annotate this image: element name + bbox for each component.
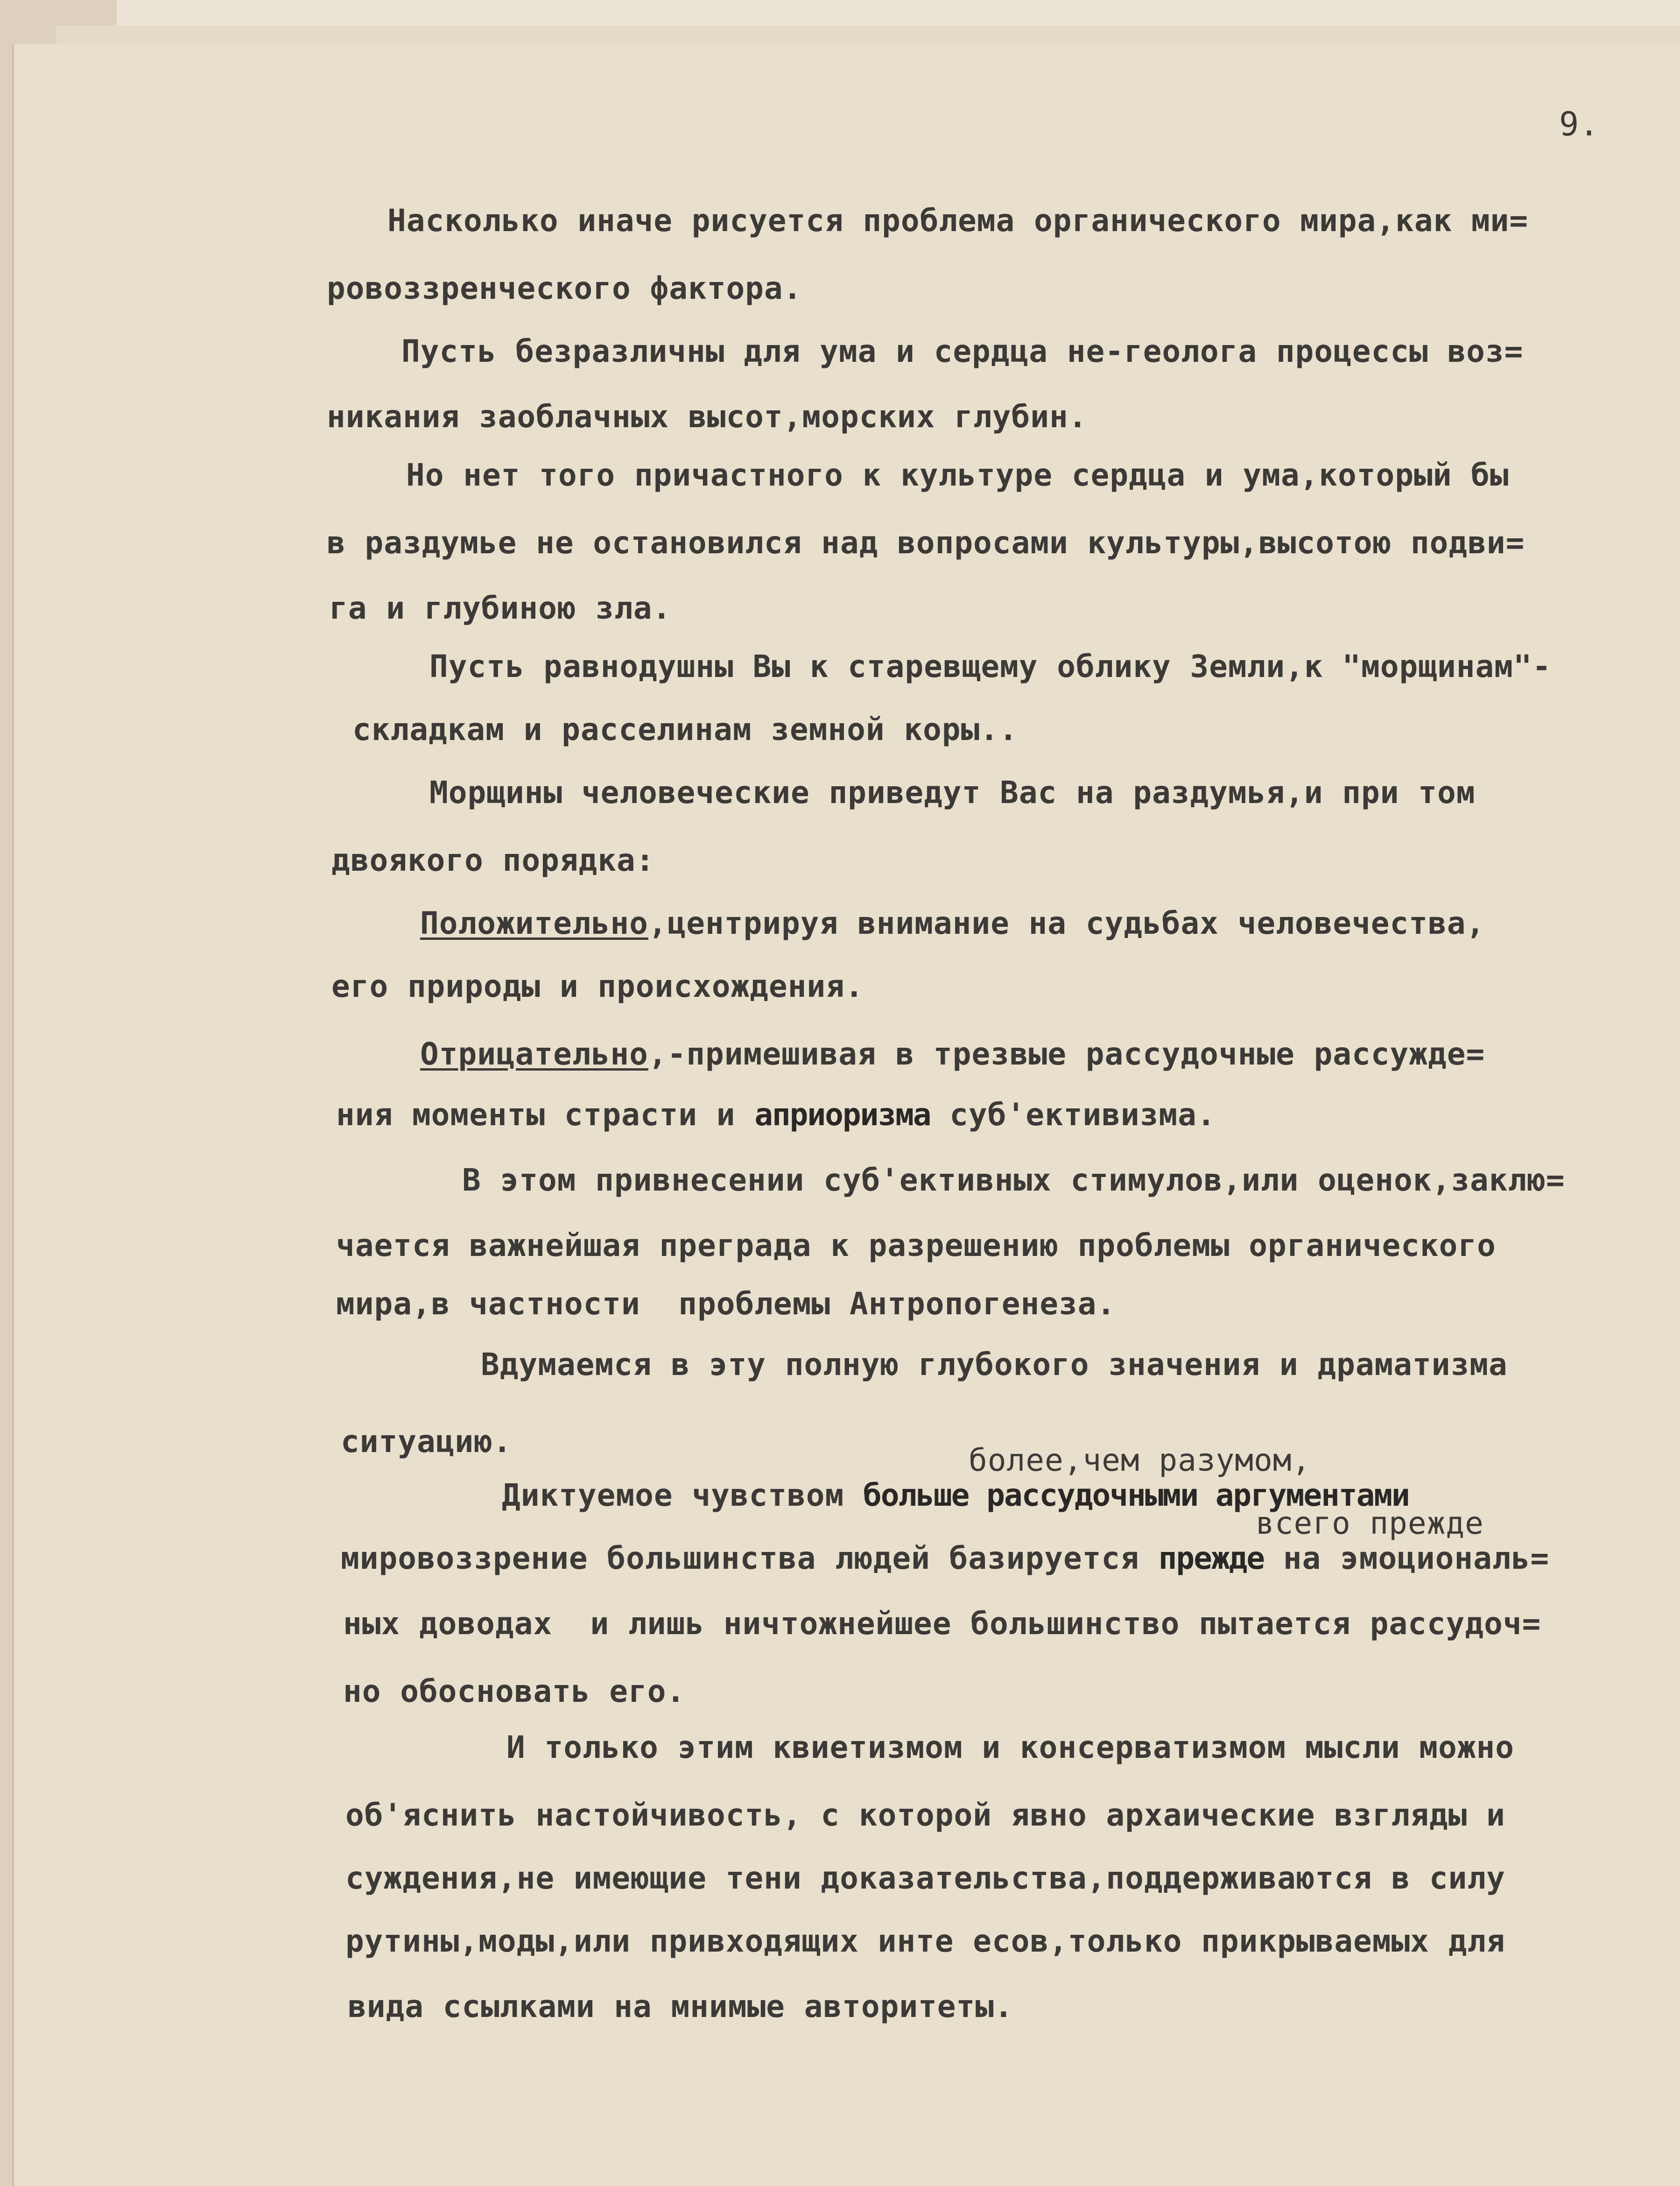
- interlinear-insertion: более,чем разумом,: [969, 1442, 1311, 1478]
- text-line-10: Морщины человеческие приведут Вас на раздумья,и при том: [429, 775, 1476, 811]
- page-number: 9.: [1559, 105, 1600, 143]
- text-line-2: ровоззренческого фактора.: [327, 270, 802, 306]
- text-line-27: суждения,не имеющие тени доказательства,поддерживаются в силу: [345, 1860, 1505, 1896]
- text-line-14: Отрицательно,-примешивая в трезвые рассудочные рассужде=: [420, 1036, 1485, 1072]
- underlined-word-negatively: Отрицательно: [420, 1036, 648, 1072]
- struck-out-word-2: прежде: [1158, 1540, 1265, 1576]
- text-line-23: ных доводах и лишь ничтожнейшее большинство пытается рассудоч=: [343, 1606, 1541, 1642]
- text-line-9: складкам и расселинам земной коры..: [352, 712, 1018, 747]
- text-line-15: ния моменты страсти и априоризма суб'ективизма.: [336, 1097, 1216, 1133]
- text-line-21: Диктуемое чувством больше рассудочными аргументами: [502, 1477, 1409, 1513]
- text-line-22: мировоззрение большинства людей базируется прежде на эмоциональ=: [341, 1540, 1550, 1576]
- text-line-8: Пусть равнодушны Вы к старевщему облику Земли,к "морщинам"-: [429, 649, 1552, 684]
- text-line-25: И только этим квиетизмом и консерватизмом мысли можно: [506, 1729, 1514, 1765]
- text-line-7: га и глубиною зла.: [329, 590, 672, 626]
- text-line-4: никания заоблачных высот,морских глубин.: [327, 399, 1088, 435]
- text-line-18: мира,в частности проблемы Антропогенеза.: [336, 1286, 1116, 1322]
- text-line-13: его природы и происхождения.: [331, 968, 864, 1004]
- struck-out-phrase: больше рассудочными аргументами: [863, 1477, 1409, 1513]
- text-line-16: В этом привнесении суб'ективных стимулов,или оценок,заклю=: [462, 1162, 1565, 1198]
- struck-out-word: априоризма: [754, 1097, 931, 1133]
- text-line-29: вида ссылками на мнимые авторитеты.: [348, 1989, 1013, 2024]
- text-line-6: в раздумье не остановился над вопросами культуры,высотою подви=: [327, 525, 1525, 561]
- text-line-3: Пусть безразличны для ума и сердца не-геолога процессы воз=: [401, 333, 1524, 369]
- text-line-20: ситуацию.: [341, 1424, 512, 1460]
- underlined-word-positively: Положительно: [420, 905, 648, 941]
- text-line-12: Положительно,центрируя внимание на судьбах человечества,: [420, 905, 1485, 941]
- text-line-1: Насколько иначе рисуется проблема органического мира,как ми=: [387, 203, 1529, 239]
- text-line-19: Вдумаемся в эту полную глубокого значения и драматизма: [481, 1347, 1508, 1382]
- text-line-28: рутины,моды,или привходящих инте есов,только прикрываемых для: [345, 1923, 1505, 1959]
- interlinear-insertion-2: всего прежде: [1256, 1505, 1484, 1541]
- text-line-24: но обосновать его.: [343, 1673, 686, 1709]
- text-line-5: Но нет того причастного к культуре сердца и ума,который бы: [406, 457, 1509, 493]
- text-line-26: об'яснить настойчивость, с которой явно архаические взгляды и: [345, 1797, 1505, 1833]
- text-line-17: чается важнейшая преграда к разрешению проблемы органического: [336, 1227, 1496, 1263]
- text-line-11: двоякого порядка:: [331, 842, 655, 878]
